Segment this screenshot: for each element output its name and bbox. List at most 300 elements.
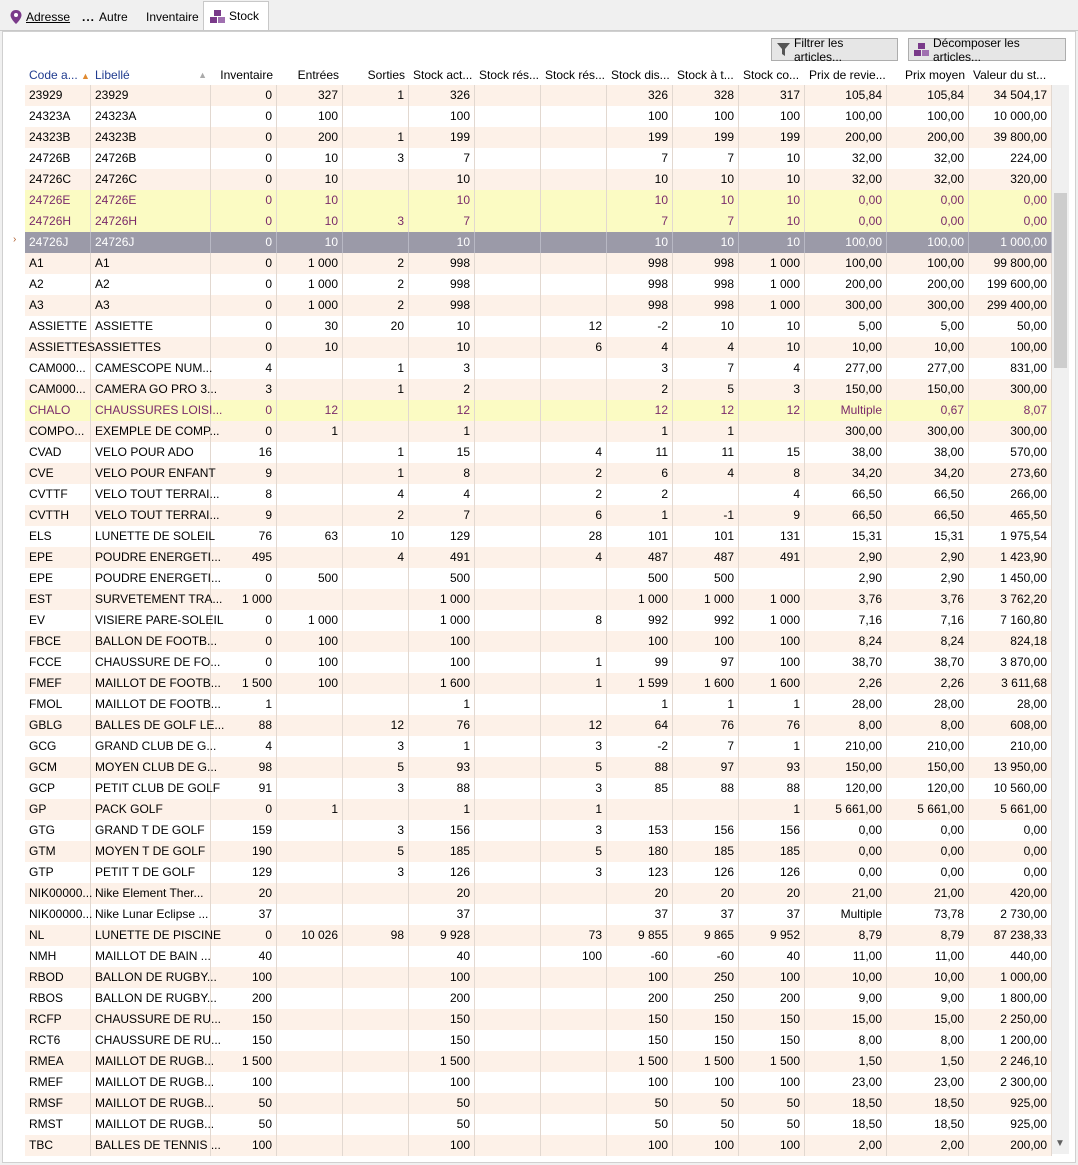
column-header-stock-disponible[interactable]: Stock dis... [611,68,670,82]
cell-inventaire: 1 500 [211,673,277,694]
cell-stock-disponible: 998 [607,295,673,316]
tab-stock[interactable] [203,1,269,30]
cell-valeur-stock: 1 800,00 [969,988,1052,1009]
cell-code: EPE [25,568,91,589]
cell-stock-reserve-1 [475,988,541,1009]
cell-libelle: MAILLOT DE RUGB... [91,1072,211,1093]
cell-stock-commande: 10 [739,337,805,358]
cell-libelle: BALLON DE RUGBY... [91,988,211,1009]
cell-sorties [343,610,409,631]
cell-code: GTM [25,841,91,862]
cell-sorties: 5 [343,841,409,862]
table-row[interactable] [25,862,1052,883]
cell-stock-commande: 8 [739,463,805,484]
table-row[interactable] [25,295,1052,316]
cell-libelle: PETIT CLUB DE GOLF [91,778,211,799]
cell-valeur-stock: 3 762,20 [969,589,1052,610]
cell-entrees [277,1114,343,1135]
cell-stock-a-terme [673,484,739,505]
cell-stock-disponible: 10 [607,169,673,190]
cell-libelle: VELO POUR ADO [91,442,211,463]
cell-prix-revient: 200,00 [805,127,887,148]
cell-stock-reserve-1 [475,778,541,799]
column-header-stock-a-terme[interactable]: Stock à t... [677,68,734,82]
cell-code: NL [25,925,91,946]
cell-stock-disponible [607,799,673,820]
cell-stock-actuel: 100 [409,106,475,127]
table-row[interactable] [25,946,1052,967]
column-header-stock-reserve-2[interactable]: Stock rés... [545,68,606,82]
cell-prix-moyen: 105,84 [887,85,969,106]
table-row[interactable] [25,337,1052,358]
cell-stock-disponible: 37 [607,904,673,925]
cell-prix-moyen: 21,00 [887,883,969,904]
cell-libelle: MAILLOT DE RUGB... [91,1051,211,1072]
cell-stock-commande: 1 000 [739,589,805,610]
column-header-entrees[interactable]: Entrées [297,68,339,82]
scrollbar-thumb[interactable] [1054,193,1067,368]
table-row[interactable] [25,253,1052,274]
table-row[interactable] [25,169,1052,190]
cell-stock-reserve-2: 4 [541,442,607,463]
sort-indicator-icon: ▲ [198,70,207,80]
table-row[interactable] [25,925,1052,946]
column-header-prix-revient[interactable]: Prix de revie... [809,68,886,82]
cell-sorties: 12 [343,715,409,736]
table-row[interactable] [25,85,1052,106]
cell-inventaire: 0 [211,106,277,127]
column-header-stock-actuel[interactable]: Stock act... [413,68,473,82]
table-row[interactable] [25,379,1052,400]
cell-prix-moyen: 73,78 [887,904,969,925]
cell-valeur-stock: 0,00 [969,190,1052,211]
cell-stock-reserve-1 [475,1072,541,1093]
table-row[interactable] [25,1135,1052,1156]
cell-stock-reserve-2 [541,1114,607,1135]
cell-prix-moyen: 2,90 [887,568,969,589]
cell-stock-commande: 40 [739,946,805,967]
cell-code: 23929 [25,85,91,106]
cell-valeur-stock: 210,00 [969,736,1052,757]
table-row[interactable] [25,1009,1052,1030]
table-row[interactable] [25,547,1052,568]
stock-grid [25,66,1052,1154]
cell-stock-a-terme: 76 [673,715,739,736]
cell-stock-a-terme: 7 [673,148,739,169]
table-row[interactable] [25,505,1052,526]
cell-prix-moyen: 0,67 [887,400,969,421]
table-row[interactable] [25,568,1052,589]
cell-stock-disponible: 4 [607,337,673,358]
table-row[interactable] [25,1114,1052,1135]
cell-prix-revient: 8,24 [805,631,887,652]
table-row[interactable] [25,799,1052,820]
cell-stock-reserve-1 [475,316,541,337]
table-row[interactable] [25,778,1052,799]
cell-stock-commande: 20 [739,883,805,904]
cell-stock-disponible: 88 [607,757,673,778]
table-row[interactable] [25,610,1052,631]
cell-valeur-stock: 1 450,00 [969,568,1052,589]
cell-libelle: CAMERA GO PRO 3... [91,379,211,400]
cell-inventaire: 0 [211,148,277,169]
table-row[interactable] [25,463,1052,484]
cell-sorties [343,421,409,442]
cell-stock-reserve-2 [541,883,607,904]
cell-inventaire: 40 [211,946,277,967]
table-row[interactable] [25,694,1052,715]
cell-libelle: LUNETTE DE SOLEIL [91,526,211,547]
cell-libelle: BALLES DE GOLF LE... [91,715,211,736]
cell-inventaire: 159 [211,820,277,841]
cell-code: ASSIETTE [25,316,91,337]
cell-stock-reserve-2 [541,379,607,400]
cell-stock-commande: 10 [739,232,805,253]
cell-code: A3 [25,295,91,316]
table-row[interactable] [25,988,1052,1009]
cell-stock-a-terme: 7 [673,736,739,757]
cell-stock-reserve-1 [475,274,541,295]
cell-entrees: 10 [277,232,343,253]
table-row[interactable] [25,442,1052,463]
cell-code: RBOD [25,967,91,988]
table-row[interactable] [25,190,1052,211]
cell-stock-reserve-2: 5 [541,841,607,862]
cell-stock-disponible: 100 [607,967,673,988]
cell-stock-reserve-2 [541,1135,607,1156]
table-row[interactable] [25,631,1052,652]
decompose-articles-label: Décomposer les articles... [933,35,1020,64]
cell-sorties [343,169,409,190]
cell-stock-commande: 9 952 [739,925,805,946]
cell-sorties [343,1093,409,1114]
cell-sorties [343,883,409,904]
cell-prix-revient: 2,90 [805,547,887,568]
cell-stock-commande: 100 [739,652,805,673]
cell-entrees [277,820,343,841]
cell-stock-commande [739,421,805,442]
cell-code: ASSIETTES [25,337,91,358]
cell-inventaire: 190 [211,841,277,862]
cell-entrees [277,1072,343,1093]
cell-prix-revient: 8,00 [805,1030,887,1051]
cell-stock-actuel: 4 [409,484,475,505]
cell-stock-disponible: 12 [607,400,673,421]
tab-inventaire[interactable] [140,3,205,30]
cell-valeur-stock: 2 300,00 [969,1072,1052,1093]
cell-stock-reserve-1 [475,85,541,106]
column-header-valeur-stock[interactable]: Valeur du st... [973,68,1047,82]
cell-code: TBC [25,1135,91,1156]
scroll-down-icon[interactable]: ▼ [1055,1138,1065,1149]
cell-entrees: 10 [277,337,343,358]
cell-stock-actuel: 1 500 [409,1051,475,1072]
table-row[interactable] [25,589,1052,610]
cell-prix-moyen: 100,00 [887,253,969,274]
table-row[interactable] [25,106,1052,127]
table-row[interactable] [25,652,1052,673]
cell-libelle: MAILLOT DE RUGB... [91,1114,211,1135]
cell-stock-reserve-1 [475,547,541,568]
cell-code: RBOS [25,988,91,1009]
cell-stock-a-terme: 4 [673,463,739,484]
cell-prix-revient: 15,31 [805,526,887,547]
cell-inventaire: 9 [211,463,277,484]
table-row[interactable] [25,1030,1052,1051]
cell-prix-revient: 300,00 [805,295,887,316]
cell-sorties: 2 [343,274,409,295]
cell-code: FMOL [25,694,91,715]
cell-stock-disponible: 1 599 [607,673,673,694]
cell-inventaire: 98 [211,757,277,778]
cell-code: 24726J [25,232,91,253]
cell-sorties [343,694,409,715]
cell-sorties: 3 [343,820,409,841]
cell-prix-revient: 1,50 [805,1051,887,1072]
cell-sorties [343,1030,409,1051]
cell-inventaire: 200 [211,988,277,1009]
cell-valeur-stock: 2 246,10 [969,1051,1052,1072]
table-row[interactable] [25,274,1052,295]
cell-libelle: MAILLOT DE BAIN ... [91,946,211,967]
cell-stock-commande: 100 [739,106,805,127]
cell-stock-reserve-1 [475,820,541,841]
cell-stock-commande: 317 [739,85,805,106]
table-row[interactable] [25,883,1052,904]
cell-stock-commande: 4 [739,484,805,505]
cell-stock-reserve-1 [475,652,541,673]
cell-prix-revient: 105,84 [805,85,887,106]
cell-stock-reserve-2 [541,148,607,169]
cell-prix-revient: 0,00 [805,862,887,883]
cell-sorties: 98 [343,925,409,946]
cell-inventaire: 1 [211,694,277,715]
cell-stock-reserve-1 [475,631,541,652]
cell-inventaire: 9 [211,505,277,526]
cell-stock-actuel: 50 [409,1114,475,1135]
cell-entrees: 10 [277,190,343,211]
cell-valeur-stock: 199 600,00 [969,274,1052,295]
cell-stock-reserve-1 [475,946,541,967]
table-row[interactable] [25,904,1052,925]
cell-stock-commande: 1 000 [739,295,805,316]
cell-inventaire: 0 [211,337,277,358]
cell-entrees [277,463,343,484]
cell-valeur-stock: 300,00 [969,379,1052,400]
cell-entrees [277,757,343,778]
cell-prix-revient: 10,00 [805,967,887,988]
cell-valeur-stock: 100,00 [969,337,1052,358]
cell-entrees: 500 [277,568,343,589]
cell-stock-actuel: 326 [409,85,475,106]
cell-stock-reserve-1 [475,673,541,694]
cell-valeur-stock: 831,00 [969,358,1052,379]
cell-stock-actuel: 3 [409,358,475,379]
cell-code: RMSF [25,1093,91,1114]
cell-stock-reserve-1 [475,232,541,253]
column-header-code[interactable]: Code a... ▲ [29,68,90,82]
cell-sorties: 2 [343,295,409,316]
cell-prix-moyen: 3,76 [887,589,969,610]
cell-prix-moyen: 1,50 [887,1051,969,1072]
cell-stock-reserve-1 [475,295,541,316]
cell-entrees [277,547,343,568]
cell-stock-a-terme: 5 [673,379,739,400]
cell-libelle: CAMESCOPE NUM... [91,358,211,379]
cell-libelle: 23929 [91,85,211,106]
cell-stock-reserve-1 [475,904,541,925]
cell-prix-moyen: 8,79 [887,925,969,946]
cell-inventaire: 150 [211,1009,277,1030]
cell-prix-moyen: 8,24 [887,631,969,652]
cell-inventaire: 88 [211,715,277,736]
cell-stock-disponible: 99 [607,652,673,673]
column-header-stock-reserve-1[interactable]: Stock rés... [479,68,540,82]
cell-inventaire: 20 [211,883,277,904]
table-row[interactable] [25,127,1052,148]
cell-valeur-stock: 925,00 [969,1114,1052,1135]
cell-sorties: 3 [343,211,409,232]
table-row[interactable] [25,484,1052,505]
cell-sorties: 3 [343,148,409,169]
cell-stock-reserve-1 [475,925,541,946]
table-row[interactable] [25,673,1052,694]
cell-prix-revient: 100,00 [805,253,887,274]
cell-libelle: BALLES DE TENNIS ... [91,1135,211,1156]
cell-inventaire: 0 [211,274,277,295]
column-header-libelle[interactable]: Libellé ▲ [91,66,211,85]
cell-stock-commande: 10 [739,169,805,190]
cell-libelle: BALLON DE RUGBY... [91,967,211,988]
cell-stock-disponible: 101 [607,526,673,547]
cell-prix-revient: 2,00 [805,1135,887,1156]
cell-prix-moyen: 9,00 [887,988,969,1009]
cell-stock-disponible: 180 [607,841,673,862]
cell-stock-reserve-2 [541,694,607,715]
decompose-articles-button[interactable] [908,35,1066,64]
table-row[interactable] [25,232,1052,253]
cell-prix-moyen: 7,16 [887,610,969,631]
cell-stock-actuel: 491 [409,547,475,568]
table-row[interactable] [25,526,1052,547]
cell-libelle: 24726B [91,148,211,169]
cell-entrees: 10 [277,169,343,190]
cell-entrees [277,484,343,505]
cell-sorties [343,190,409,211]
cell-stock-reserve-2: 2 [541,484,607,505]
cell-valeur-stock: 925,00 [969,1093,1052,1114]
table-row[interactable] [25,841,1052,862]
cell-stock-commande: 150 [739,1009,805,1030]
cell-stock-reserve-1 [475,253,541,274]
cell-code: FBCE [25,631,91,652]
table-row[interactable] [25,715,1052,736]
cell-prix-revient: 28,00 [805,694,887,715]
cell-inventaire: 16 [211,442,277,463]
cell-entrees [277,442,343,463]
cell-valeur-stock: 0,00 [969,841,1052,862]
cell-prix-revient: 23,00 [805,1072,887,1093]
cell-libelle: POUDRE ENERGETI... [91,547,211,568]
cell-stock-a-terme: 100 [673,1135,739,1156]
cell-prix-moyen: 2,90 [887,547,969,568]
table-row[interactable] [25,211,1052,232]
cell-prix-moyen: 18,50 [887,1114,969,1135]
cell-stock-a-terme: 1 000 [673,589,739,610]
column-header-sorties[interactable]: Sorties [367,68,405,82]
table-row[interactable] [25,1051,1052,1072]
table-row[interactable] [25,736,1052,757]
cell-prix-moyen: 150,00 [887,757,969,778]
table-row[interactable] [25,820,1052,841]
cell-prix-revient: 8,00 [805,715,887,736]
cell-valeur-stock: 10 560,00 [969,778,1052,799]
cell-stock-reserve-2 [541,169,607,190]
table-row[interactable] [25,358,1052,379]
cell-stock-actuel: 8 [409,463,475,484]
cell-prix-moyen: 150,00 [887,379,969,400]
cell-stock-a-terme: 100 [673,1072,739,1093]
cell-stock-reserve-1 [475,1009,541,1030]
cell-valeur-stock: 2 250,00 [969,1009,1052,1030]
table-row[interactable] [25,967,1052,988]
cell-sorties [343,631,409,652]
tab-adresse[interactable] [4,3,76,30]
cell-prix-moyen: 15,31 [887,526,969,547]
cell-prix-revient: 34,20 [805,463,887,484]
cell-stock-reserve-1 [475,1030,541,1051]
cell-prix-revient: 3,76 [805,589,887,610]
column-header-stock-commande[interactable]: Stock co... [743,68,800,82]
cell-libelle: PETIT T DE GOLF [91,862,211,883]
table-row[interactable] [25,316,1052,337]
cell-stock-disponible: 199 [607,127,673,148]
cell-stock-reserve-1 [475,1135,541,1156]
cell-stock-reserve-2 [541,253,607,274]
cell-code: EPE [25,547,91,568]
filter-articles-button[interactable] [771,35,898,64]
cell-sorties: 4 [343,547,409,568]
cell-stock-actuel: 200 [409,988,475,1009]
tab-autre[interactable] [76,3,134,30]
table-row[interactable] [25,1072,1052,1093]
cell-stock-commande: 491 [739,547,805,568]
table-row[interactable] [25,757,1052,778]
cell-valeur-stock: 1 975,54 [969,526,1052,547]
cell-stock-reserve-1 [475,1093,541,1114]
cell-stock-a-terme: 998 [673,295,739,316]
cell-stock-a-terme: 97 [673,652,739,673]
table-row[interactable] [25,1093,1052,1114]
table-row[interactable] [25,421,1052,442]
table-row[interactable] [25,400,1052,421]
cell-inventaire: 1 000 [211,589,277,610]
column-header-inventaire[interactable]: Inventaire [220,68,273,82]
cell-stock-reserve-1 [475,211,541,232]
cell-stock-reserve-1 [475,841,541,862]
cell-entrees: 10 [277,211,343,232]
cell-prix-revient: 66,50 [805,484,887,505]
cell-stock-reserve-2: 73 [541,925,607,946]
cell-libelle: MOYEN T DE GOLF [91,841,211,862]
cell-entrees [277,946,343,967]
cell-prix-moyen: 28,00 [887,694,969,715]
cell-stock-a-terme: 37 [673,904,739,925]
cell-sorties: 1 [343,463,409,484]
column-header-prix-moyen[interactable]: Prix moyen [904,68,965,82]
cell-stock-actuel: 10 [409,337,475,358]
table-row[interactable] [25,148,1052,169]
